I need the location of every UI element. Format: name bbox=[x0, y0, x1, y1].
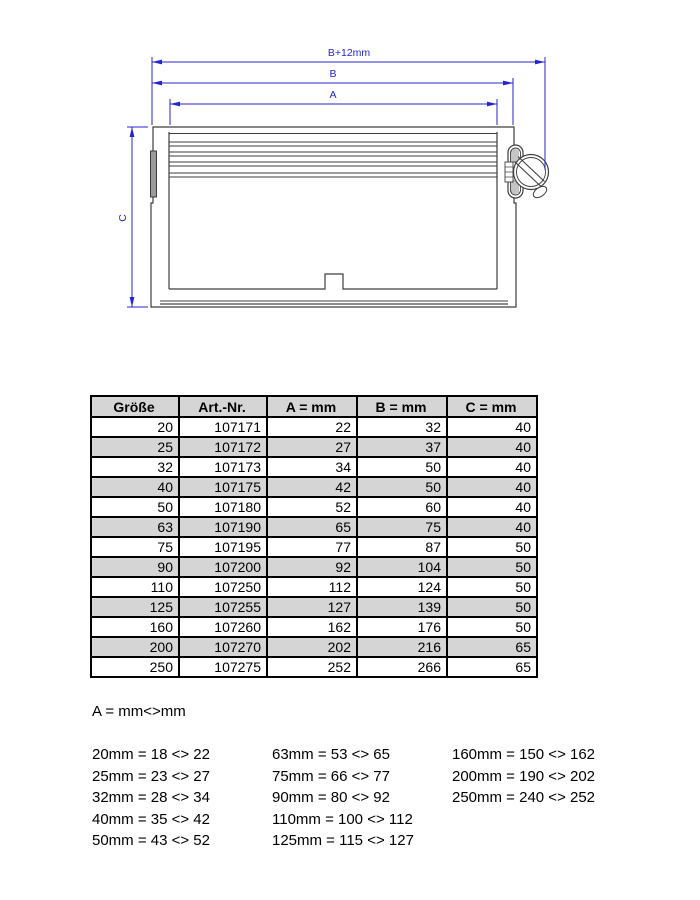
table-cell: 107200 bbox=[179, 557, 267, 577]
table-cell: 40 bbox=[447, 437, 537, 457]
table-cell: 40 bbox=[91, 477, 179, 497]
table-cell: 50 bbox=[357, 457, 447, 477]
table-cell: 107180 bbox=[179, 497, 267, 517]
table-cell: 65 bbox=[267, 517, 357, 537]
table-cell: 162 bbox=[267, 617, 357, 637]
table-cell: 63 bbox=[91, 517, 179, 537]
legend-line: 63mm = 53 <> 65 bbox=[272, 746, 390, 763]
dim-label-a: A bbox=[329, 89, 337, 101]
legend-line: 50mm = 43 <> 52 bbox=[92, 832, 210, 849]
dimension-arrows bbox=[130, 60, 545, 307]
table-cell: 50 bbox=[447, 597, 537, 617]
table-cell: 107275 bbox=[179, 657, 267, 677]
table-cell: 37 bbox=[357, 437, 447, 457]
table-cell: 50 bbox=[91, 497, 179, 517]
legend-line: 20mm = 18 <> 22 bbox=[92, 746, 210, 763]
table-cell: 266 bbox=[357, 657, 447, 677]
table-row bbox=[91, 597, 537, 617]
table-cell: 107190 bbox=[179, 517, 267, 537]
legend-line: 250mm = 240 <> 252 bbox=[452, 789, 596, 806]
table-cell: 112 bbox=[267, 577, 357, 597]
table-cell: 250 bbox=[91, 657, 179, 677]
table-cell: 124 bbox=[357, 577, 447, 597]
table-row bbox=[91, 417, 537, 437]
table-cell: 75 bbox=[91, 537, 179, 557]
table-cell: 65 bbox=[447, 637, 537, 657]
table-cell: 40 bbox=[447, 477, 537, 497]
size-table bbox=[90, 395, 538, 678]
latch-assembly bbox=[505, 145, 549, 200]
table-cell: 139 bbox=[357, 597, 447, 617]
table-cell: 107172 bbox=[179, 437, 267, 457]
table-cell: 50 bbox=[447, 577, 537, 597]
header-artnr: Art.-Nr. bbox=[179, 396, 267, 417]
table-cell: 50 bbox=[447, 557, 537, 577]
table-cell: 50 bbox=[447, 537, 537, 557]
table-cell: 107173 bbox=[179, 457, 267, 477]
table-cell: 25 bbox=[91, 437, 179, 457]
legend-line: 125mm = 115 <> 127 bbox=[272, 832, 414, 849]
latch-knob bbox=[514, 155, 549, 190]
table-cell: 75 bbox=[357, 517, 447, 537]
legend-line: 25mm = 23 <> 27 bbox=[92, 767, 210, 785]
legend-columns bbox=[92, 744, 595, 852]
table-cell: 52 bbox=[267, 497, 357, 517]
legend-line: 160mm = 150 <> 162 bbox=[452, 746, 596, 763]
table-cell: 65 bbox=[447, 657, 537, 677]
table-row bbox=[91, 557, 537, 577]
table-cell: 127 bbox=[267, 597, 357, 617]
legend-line: 75mm = 66 <> 77 bbox=[272, 767, 390, 785]
table-row bbox=[91, 497, 537, 517]
table-cell: 107171 bbox=[179, 417, 267, 437]
table-cell: 50 bbox=[357, 477, 447, 497]
table-row bbox=[91, 537, 537, 557]
table-cell: 87 bbox=[357, 537, 447, 557]
table-row bbox=[91, 637, 537, 657]
legend-line: 110mm = 100 <> 112 bbox=[272, 810, 413, 828]
table-row bbox=[91, 617, 537, 637]
table-row bbox=[91, 477, 537, 497]
dim-label-b: B bbox=[329, 68, 337, 80]
table-cell: 32 bbox=[357, 417, 447, 437]
left-tab bbox=[151, 151, 157, 197]
header-b-mm: B = mm bbox=[357, 396, 447, 417]
table-cell: 60 bbox=[357, 497, 447, 517]
table-cell: 50 bbox=[447, 617, 537, 637]
legend-line: 40mm = 35 <> 42 bbox=[92, 810, 210, 828]
dim-label-b12: B+12mm bbox=[327, 47, 371, 59]
table-cell: 160 bbox=[91, 617, 179, 637]
table-row bbox=[91, 657, 537, 677]
table-row bbox=[91, 437, 537, 457]
table-cell: 20 bbox=[91, 417, 179, 437]
table-cell: 104 bbox=[357, 557, 447, 577]
table-cell: 92 bbox=[267, 557, 357, 577]
part-outline bbox=[151, 127, 516, 307]
table-cell: 22 bbox=[267, 417, 357, 437]
legend-line: 32mm = 28 <> 34 bbox=[92, 789, 210, 806]
table-cell: 42 bbox=[267, 477, 357, 497]
table-cell: 34 bbox=[267, 457, 357, 477]
legend-column bbox=[272, 744, 452, 852]
table-cell: 216 bbox=[357, 637, 447, 657]
legend-line: 200mm = 190 <> 202 bbox=[452, 767, 596, 785]
table-cell: 40 bbox=[447, 417, 537, 437]
rib-lines bbox=[169, 134, 497, 178]
table-row bbox=[91, 577, 537, 597]
table-cell: 90 bbox=[91, 557, 179, 577]
table-cell: 202 bbox=[267, 637, 357, 657]
legend-column bbox=[92, 744, 272, 852]
technical-drawing bbox=[0, 0, 700, 380]
table-cell: 107255 bbox=[179, 597, 267, 617]
dim-label-c: C bbox=[117, 214, 129, 222]
table-cell: 125 bbox=[91, 597, 179, 617]
table-cell: 40 bbox=[447, 457, 537, 477]
table-cell: 252 bbox=[267, 657, 357, 677]
legend-title: A = mm<>mm bbox=[92, 703, 186, 720]
header-groesse: Größe bbox=[91, 396, 179, 417]
table-row bbox=[91, 517, 537, 537]
table-cell: 176 bbox=[357, 617, 447, 637]
table-cell: 107250 bbox=[179, 577, 267, 597]
table-cell: 107260 bbox=[179, 617, 267, 637]
tolerance-legend bbox=[92, 703, 595, 852]
table-cell: 200 bbox=[91, 637, 179, 657]
legend-line: 90mm = 80 <> 92 bbox=[272, 789, 390, 806]
table-cell: 77 bbox=[267, 537, 357, 557]
table-cell: 107175 bbox=[179, 477, 267, 497]
table-cell: 32 bbox=[91, 457, 179, 477]
table-cell: 107195 bbox=[179, 537, 267, 557]
table-header-row bbox=[91, 396, 537, 417]
header-c-mm: C = mm bbox=[447, 396, 537, 417]
table-row bbox=[91, 457, 537, 477]
table-cell: 27 bbox=[267, 437, 357, 457]
legend-column bbox=[452, 744, 595, 852]
table-cell: 40 bbox=[447, 497, 537, 517]
table-cell: 107270 bbox=[179, 637, 267, 657]
table-cell: 40 bbox=[447, 517, 537, 537]
table-cell: 110 bbox=[91, 577, 179, 597]
header-a-mm: A = mm bbox=[267, 396, 357, 417]
